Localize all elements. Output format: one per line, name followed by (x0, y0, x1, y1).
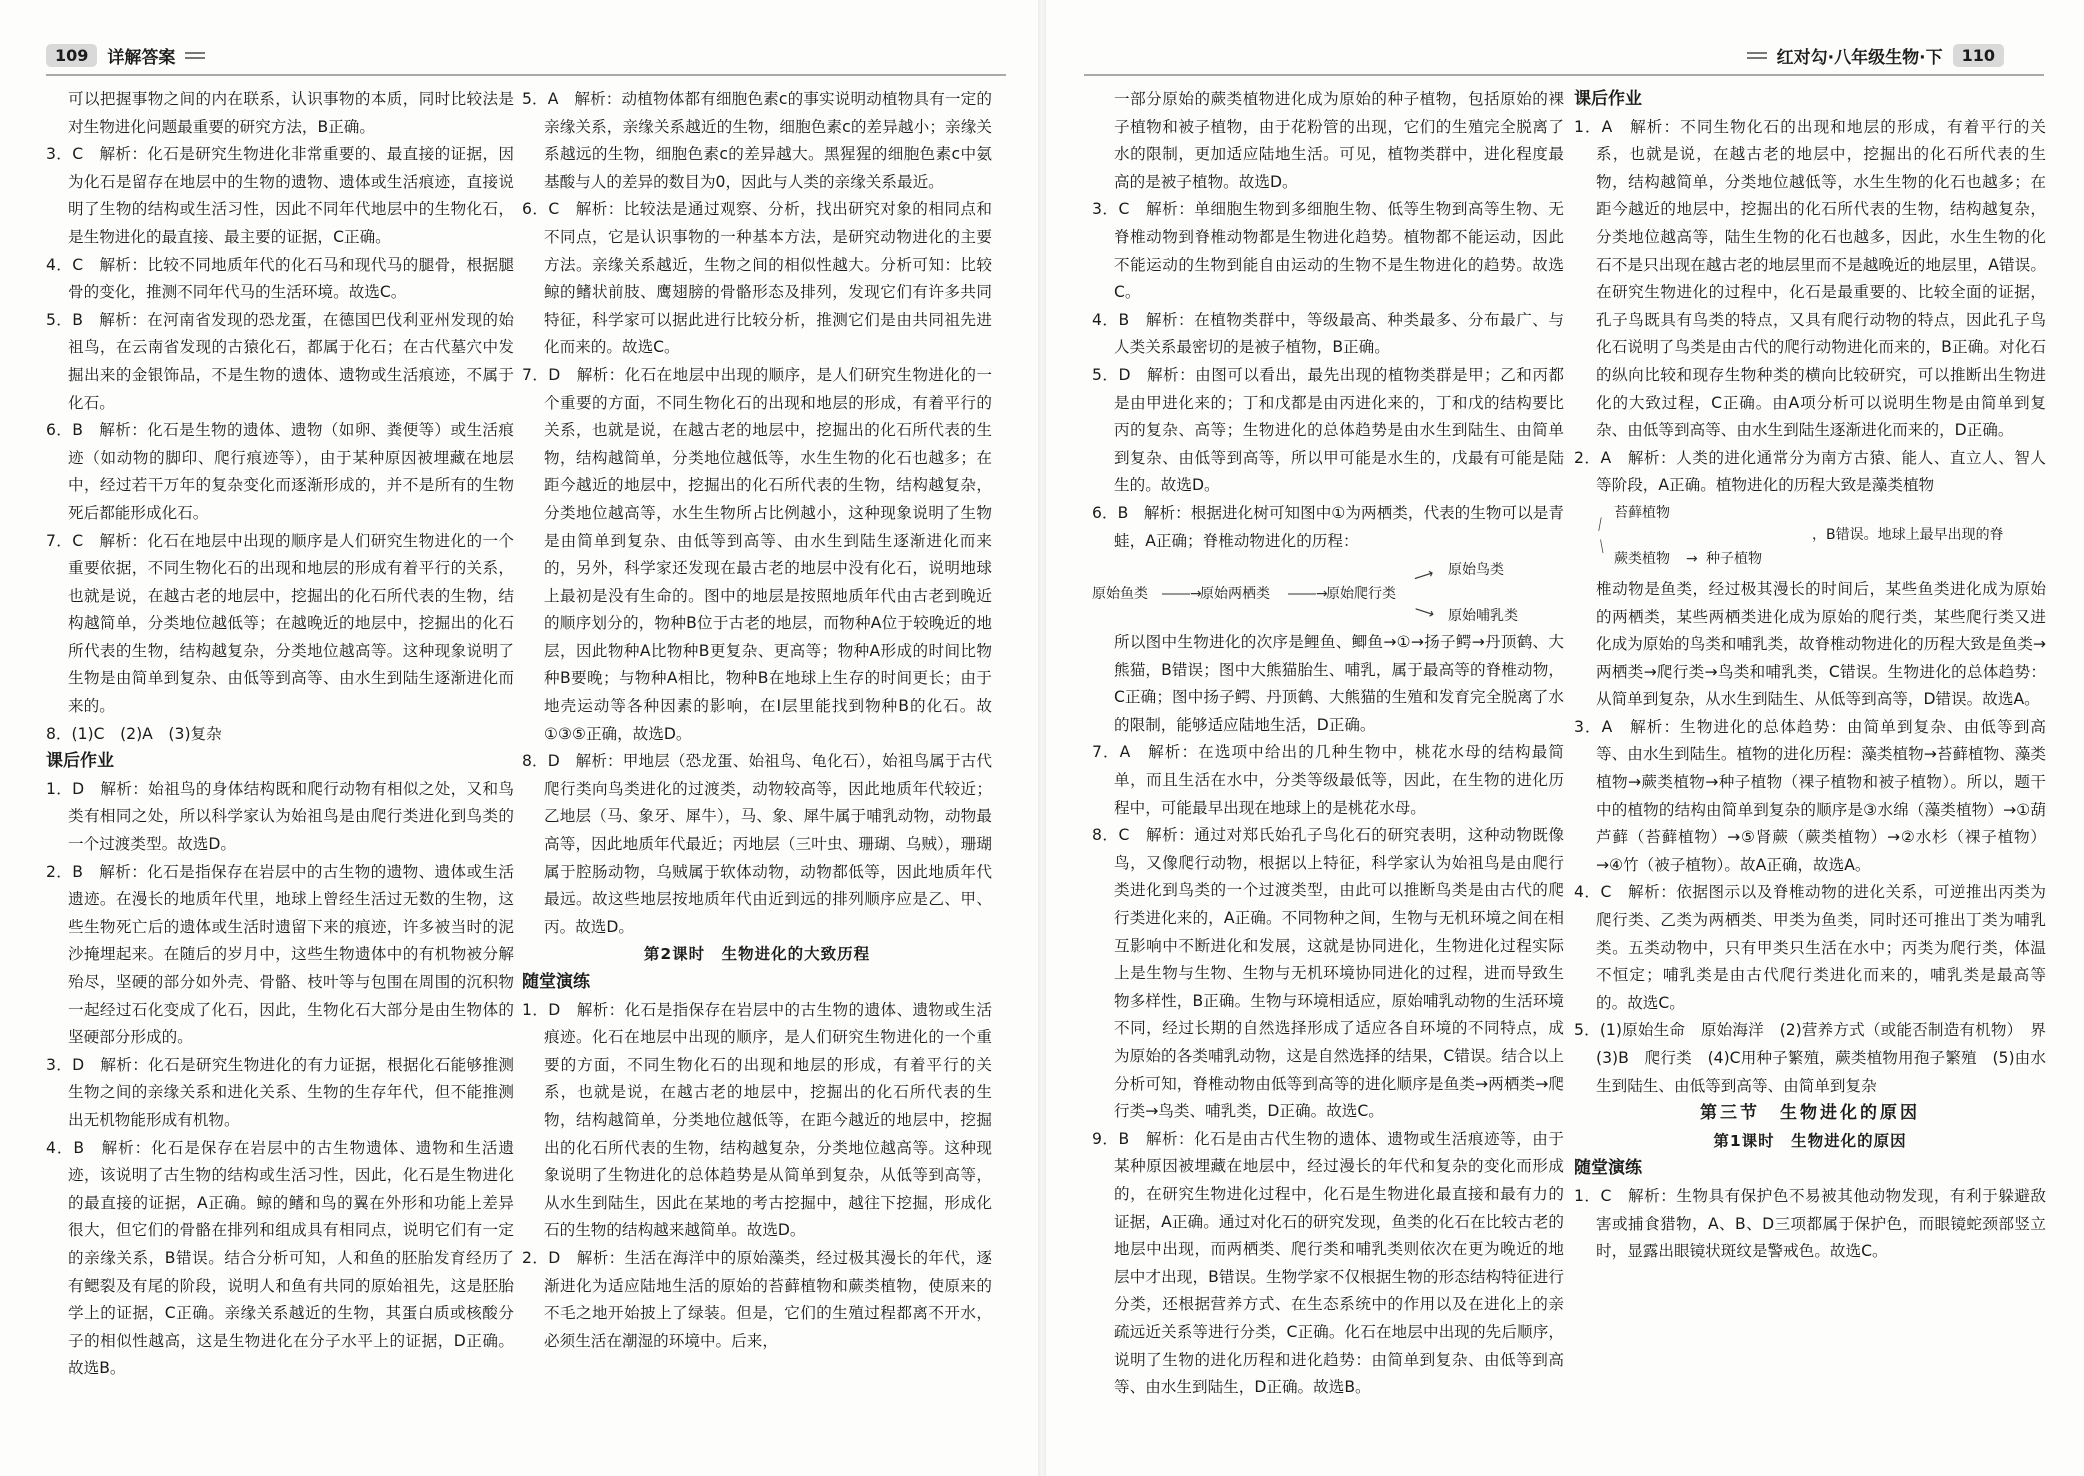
arrow-icon: ⟶ (1412, 601, 1437, 623)
section-heading: 随堂演练 (1574, 1158, 1642, 1179)
lines-icon (185, 52, 205, 59)
answer-item: 7．A 解析：在选项中给出的几种生物中，桃花水母的结构最简单，而且生活在水中，分类等级最低等，因此，在生物的进化历程中，可能最早出现在地球上的是桃花水母。 (1092, 743, 1564, 817)
plant-evolution-diagram (1574, 500, 2046, 574)
answer-item: 4．B 解析：化石是保存在岩层中的古生物遗体、遗物和生活遗迹，该说明了古生物的结构或生活习性，因此，化石是生物进化的最直接的证据，A正确。鲸的鳍和鸟的翼在外形和功能上差异很大，但它们的骨骼在排列和组成具有相同点，说明它们有一定的亲缘关系，B错误。结合分析可知，人和鱼的胚胎发育经历了有鳃裂及有尾的阶段，说明人和鱼有共同的原始祖先，这是胚胎学上的证据，C正确。亲缘关系越近的生物，其蛋白质或核酸分子的相似性越高，这是生物进化在分子水平上的证据，D正确。故选B。 (46, 1138, 514, 1378)
answer-item: 5．A 解析：动植物体都有细胞色素c的事实说明动植物具有一定的亲缘关系，亲缘关系越近的生物，细胞色素c的差异越小；亲缘关系越远的生物，细胞色素c的差异越大。黑猩猩的细胞色素c中氨基酸与人的差异的数目为0，因此与人类的亲缘关系最近。 (522, 90, 992, 191)
answer-item: 4．B 解析：在植物类群中，等级最高、种类最多、分布最广、与人类关系最密切的是被子植物，B正确。 (1092, 310, 1564, 357)
answer-item: 4．C 解析：依据图示以及脊椎动物的进化关系，可逆推出丙类为爬行类、乙类为两栖类、甲类为鱼类，同时还可推出丁类为哺乳类。五类动物中，只有甲类只生活在水中；丙类为爬行类，体温不恒定；哺乳类是由古代爬行类进化而来的，哺乳类是最高等的。故选C。 (1574, 883, 2046, 1012)
right-header (1747, 38, 2004, 72)
node-amphibian: 原始两栖类 (1200, 586, 1270, 603)
answer-item: 8．D 解析：甲地层（恐龙蛋、始祖鸟、龟化石），始祖鸟属于古代爬行类向鸟类进化的过渡类，动物较高等，因此地质年代较近；乙地层（马、象牙、犀牛），马、象、犀牛属于哺乳动物，动物最高等，因此地质年代最近；丙地层（三叶虫、珊瑚、乌贼），珊瑚属于腔肠动物，乌贼属于软体动物，动物都低等，因此地质年代最远。故这些地层按地质年代由近到远的排列顺序应是乙、甲、丙。故选D。 (522, 752, 992, 936)
column-1 (46, 86, 514, 1383)
diagram-tail-text: ，B错误。地球上最早出现的脊 (1812, 526, 2004, 543)
answer-item: 3．D 解析：化石是研究生物进化的有力证据，根据化石能够推测生物之间的亲缘关系和进化关系、生物的生存年代，但不能推测出无机物能形成有机物。 (46, 1055, 514, 1129)
answer-continuation: 一部分原始的蕨类植物进化成为原始的种子植物，包括原始的裸子植物和被子植物，由于花粉管的出现，它们的生殖完全脱离了水的限制，更加适应陆地生活。可见，植物类群中，进化程度最高的是被子植物。故选D。 (1114, 90, 1564, 191)
arrow-icon: ⟋ (1592, 515, 1609, 535)
answer-item: 8．C 解析：通过对郑氏始孔子鸟化石的研究表明，这种动物既像鸟，又像爬行动物，根据以上特征，科学家认为始祖鸟是由爬行类进化到鸟类的一个过渡类型，由此可以推断鸟类是由古代的爬行类进化来的，A正确。不同物种之间，生物与无机环境之间在相互影响中不断进化和发展，这就是协同进化，生物进化过程实际上是生物与生物、生物与无机环境协同进化的过程，进而导致生物多样性，B正确。生物与环境相适应，原始哺乳动物的生活环境不同，经过长期的自然选择形成了适应各自环境的不同特点，成为原始的各类哺乳动物，这是自然选择的结果，C错误。结合以上分析可知，脊椎动物由低等到高等的进化顺序是鱼类→两栖类→爬行类→鸟类、哺乳类，D正确。故选C。 (1092, 826, 1564, 1121)
answer-item: 2．D 解析：生活在海洋中的原始藻类，经过极其漫长的年代，逐渐进化为适应陆地生活的原始的苔藓植物和蕨类植物，使原来的不毛之地开始披上了绿装。但是，它们的生殖过程都离不开水，必须生活在潮湿的环境中。后来， (522, 1248, 992, 1350)
arrow-icon: ⟶ (1411, 565, 1436, 587)
arrow-icon: → (1686, 550, 1698, 567)
node-fish: 原始鱼类 (1092, 586, 1148, 603)
answer-item: 5．(1)原始生命 原始海洋 (2)营养方式（或能否制造有机物） 界 (3)B 爬行类 (4)C用种子繁殖，蕨类植物用孢子繁殖 (5)由水生到陆生、由低等到高等、由简单到复杂 (1574, 1021, 2062, 1095)
answer-item: 3．A 解析：生物进化的总体趋势：由简单到复杂、由低等到高等、由水生到陆生。植物的进化历程：藻类植物→苔藓植物、藻类植物→蕨类植物→种子植物（裸子植物和被子植物）。所以，题干中的植物的结构由简单到复杂的顺序是③水绵（藻类植物）→①葫芦藓（苔藓植物）→⑤肾蕨（蕨类植物）→②水杉（裸子植物）→④竹（被子植物）。故A正确，故选A。 (1574, 717, 2046, 874)
answer-item: 5．B 解析：在河南省发现的恐龙蛋，在德国巴伐利亚州发现的始祖鸟，在云南省发现的古猿化石，都属于化石；在古代墓穴中发掘出来的金银饰品，不是生物的遗体、遗物或生活痕迹，不属于化石。 (46, 310, 514, 412)
answer-item: 1．D 解析：化石是指保存在岩层中的古生物的遗体、遗物或生活痕迹。化石在地层中出现的顺序，是人们研究生物进化的一个重要的方面，不同生物化石的出现和地层的形成，有着平行的关系，也就是说，在越古老的地层中，挖掘出的化石所代表的生物，结构越简单，分类地位越低等，在距今越近的地层中，挖掘出的化石所代表的生物，结构越复杂，分类地位越高等。这种现象说明了生物进化的总体趋势是从简单到复杂，从低等到高等，从水生到陆生，因此在某地的考古挖掘中，越往下挖掘，形成化石的生物的结构越来越简单。故选D。 (522, 1000, 992, 1240)
right-page (1044, 0, 2084, 1476)
arrow-icon: ――→ (1288, 586, 1328, 603)
left-header (46, 38, 205, 72)
answer-item: 1．C 解析：生物具有保护色不易被其他动物发现，有利于躲避敌害或捕食猎物，A、B、D三项都属于保护色，而眼镜蛇颈部竖立时，显露出眼镜状斑纹是警戒色。故选C。 (1574, 1186, 2046, 1261)
right-page-number: 110 (1953, 44, 2004, 67)
answer-item: 8．(1)C (2)A (3)复杂 (46, 724, 222, 743)
node-bird: 原始鸟类 (1448, 562, 1504, 579)
answer-item: 6．B 解析：化石是生物的遗体、遗物（如卵、粪便等）或生活痕迹（如动物的脚印、爬行痕迹等），由于某种原因被埋藏在地层中，经过若干万年的复杂变化而逐渐形成的，并不是所有的生物死后都能形成化石。 (46, 421, 514, 522)
vertebrate-evolution-diagram (1092, 557, 1564, 627)
left-page-number: 109 (46, 44, 97, 67)
answer-item: 4．C 解析：比较不同地质年代的化石马和现代马的腿骨，根据腿骨的变化，推测不同年代马的生活环境。故选C。 (46, 255, 514, 302)
lines-icon (1747, 52, 1767, 59)
column-2 (522, 86, 992, 1355)
answer-item: 7．D 解析：化石在地层中出现的顺序，是人们研究生物进化的一个重要的方面，不同生物化石的出现和地层的形成，有着平行的关系，也就是说，在越古老的地层中，挖掘出的化石所代表的生物，结构越简单，分类地位越低等，水生生物的化石也越多；在距今越近的地层中，挖掘出的化石所代表的生物，结构越复杂，分类地位越高等，水生生物所占比例越小，这种现象说明了生物是由简单到复杂、由低等到高等、由水生到陆生逐渐进化而来的，另外，科学家还发现在最古老的地层中没有化石，说明地球上最初是没有生命的。图中的地层是按照地质年代由古老到晚近的顺序划分的，物种B位于古老的地层，而物种A位于较晚近的地层，因此物种A比物种B更复杂、更高等；物种A形成的时间比物种B要晚；与物种A相比，物种B在地球上生存的时间更长；由于地壳运动等各种因素的影响，在Ⅰ层里能找到物种B的化石。故①③⑤正确，故选D。 (522, 365, 992, 743)
lesson-heading: 第1课时 生物进化的原因 (1713, 1131, 1907, 1150)
answer-item: 2．B 解析：化石是指保存在岩层中的古生物的遗物、遗体或生活遗迹。在漫长的地质年代里，地球上曾经生活过无数的生物，这些生物死亡后的遗体或生活时遗留下来的痕迹，许多被当时的泥沙掩埋起来。在随后的岁月中，这些生物遗体中的有机物被分解殆尽，坚硬的部分如外壳、骨骼、枝叶等与包围在周围的沉积物一起经过石化变成了化石，因此，生物化石大部分是由生物体的坚硬部分形成的。 (46, 862, 514, 1047)
answer-item: 6．C 解析：比较法是通过观察、分析，找出研究对象的相同点和不同点，它是认识事物的一种基本方法，是研究动物进化的主要方法。亲缘关系越近，生物之间的相似性越大。分析可知：比较鲸的鳍状前肢、鹰翅膀的骨骼形态及排列，发现它们有许多共同特征，科学家可以据此进行比较分析，推测它们是由共同祖先进化而来的。故选C。 (522, 200, 992, 357)
answer-item: 7．C 解析：化石在地层中出现的顺序是人们研究生物进化的一个重要依据，不同生物化石的出现和地层的形成有着平行的关系，也就是说，在越古老的地层中，挖掘出的化石所代表的生物，结构越简单，分类地位越低等；在越晚近的地层中，挖掘出的化石所代表的生物，结构越复杂，分类地位越高等。这种现象说明了生物是由简单到复杂、由低等到高等、由水生到陆生逐渐进化而来的。 (46, 531, 514, 716)
section-heading: 随堂演练 (522, 972, 590, 992)
arrow-icon: ――→ (1162, 586, 1202, 603)
answer-item: 1．D 解析：始祖鸟的身体结构既和爬行动物有相似之处，又和鸟类有相同之处，所以科学家认为始祖鸟是由爬行类进化到鸟类的一个过渡类型。故选D。 (46, 779, 514, 854)
section-heading: 课后作业 (46, 751, 114, 772)
arrow-icon: ⟍ (1593, 537, 1610, 557)
answer-item: 6．B 解析：根据进化树可知图中①为两栖类，代表的生物可以是青蛙，A正确；脊椎动物进化的历程： (1092, 503, 1564, 550)
node-seed-plant: 种子植物 (1706, 550, 1762, 567)
column-4 (1574, 86, 2062, 1266)
answer-item: 2．A 解析：人类的进化通常分为南方古猿、能人、直立人、智人等阶段，A正确。植物进化的历程大致是藻类植物 (1574, 448, 2046, 495)
node-fern: 蕨类植物 (1614, 550, 1670, 567)
lesson-heading: 第2课时 生物进化的大致历程 (643, 945, 871, 964)
answer-item: 3．C 解析：单细胞生物到多细胞生物、低等生物到高等生物、无脊椎动物到脊椎动物都是生物进化趋势。植物都不能运动，因此不能运动的生物到能自由运动的生物不是生物进化的趋势。故选C。 (1092, 200, 1564, 302)
node-moss: 苔藓植物 (1614, 504, 1670, 521)
answer-item: 3．C 解析：化石是研究生物进化非常重要的、最直接的证据，因为化石是留存在地层中的生物的遗物、遗体或生活痕迹，直接说明了生物的结构或生活习性，因此不同年代地层中的生物化石，是生物进化的最直接、最主要的证据，C正确。 (46, 145, 514, 246)
section-heading: 课后作业 (1574, 89, 1642, 109)
node-mammal: 原始哺乳类 (1448, 608, 1518, 625)
chapter-heading: 第三节 生物进化的原因 (1700, 1103, 1920, 1124)
right-header-title: 红对勾·八年级生物·下 (1776, 47, 1943, 68)
header-rule (46, 74, 1006, 76)
column-3 (1092, 86, 1564, 1402)
node-reptile: 原始爬行类 (1326, 586, 1396, 603)
answer-continuation: 所以图中生物进化的次序是鲤鱼、鲫鱼→①→扬子鳄→丹顶鹤、大熊猫，B错误；图中大熊猫胎生、哺乳，属于最高等的脊椎动物，C正确；图中扬子鳄、丹顶鹤、大熊猫的生殖和发育完全脱离了水的限制，能够适应陆地生活，D正确。 (1114, 633, 1564, 734)
left-page (0, 0, 1040, 1476)
answer-item: 9．B 解析：化石是由古代生物的遗体、遗物或生活痕迹等，由于某种原因被埋藏在地层中，经过漫长的年代和复杂的变化而形成的，在研究生物进化过程中，化石是生物进化最直接和最有力的证据，A正确。通过对化石的研究发现，鱼类的化石在比较古老的地层中出现，而两栖类、爬行类和哺乳类则依次在更为晚近的地层中才出现，B错误。生物学家不仅根据生物的形态结构特征进行分类，还根据营养方式、在生态系统中的作用以及在进化上的亲疏远近关系等进行分类，C正确。化石在地层中出现的先后顺序，说明了生物的进化历程和进化趋势：由简单到复杂、由低等到高等、由水生到陆生，D正确。故选B。 (1092, 1129, 1564, 1397)
answer-item: 5．D 解析：由图可以看出，最先出现的植物类群是甲；乙和丙都是由甲进化来的；丁和戊都是由丙进化来的，丁和戊的结构要比丙的复杂、高等；生物进化的总体趋势是由水生到陆生、由简单到复杂、由低等到高等，所以甲可能是水生的，戊最有可能是陆生的。故选D。 (1092, 365, 1564, 495)
answer-item: 1．A 解析：不同生物化石的出现和地层的形成，有着平行的关系，也就是说，在越古老的地层中，挖掘出的化石所代表的生物，结构越简单，分类地位越低等，水生生物的化石也越多；在距今越近的地层中，挖掘出的化石所代表的生物，结构越复杂，分类地位越高等，陆生生物的化石也越多，因此，水生生物的化石不是只出现在越古老的地层里而不是越晚近的地层里，A错误。在研究生物进化的过程中，化石是最重要的、比较全面的证据，孔子鸟既具有鸟类的特点，又具有爬行动物的特点，因此孔子鸟化石说明了鸟类是由古代的爬行动物进化而来的，B正确。对化石的纵向比较和现存生物种类的横向比较研究，可以推断出生物进化的大致过程，C正确。由A项分析可以说明生物是由简单到复杂、由低等到高等、由水生到陆生逐渐进化而来的，D正确。 (1574, 117, 2046, 440)
left-header-title: 详解答案 (107, 47, 176, 68)
answer-continuation: 椎动物是鱼类，经过极其漫长的时间后，某些鱼类进化成为原始的两栖类，某些两栖类进化成为原始的爬行类，某些爬行类又进化成为原始的鸟类和哺乳类，故脊椎动物进化的历程大致是鱼类→两栖类→爬行类→鸟类和哺乳类，C错误。生物进化的总体趋势：从简单到复杂，从水生到陆生、从低等到高等，D错误。故选A。 (1596, 579, 2046, 709)
header-rule (1084, 74, 2044, 76)
answer-continuation: 可以把握事物之间的内在联系，认识事物的本质，同时比较法是对生物进化问题最重要的研究方法，B正确。 (68, 90, 514, 136)
